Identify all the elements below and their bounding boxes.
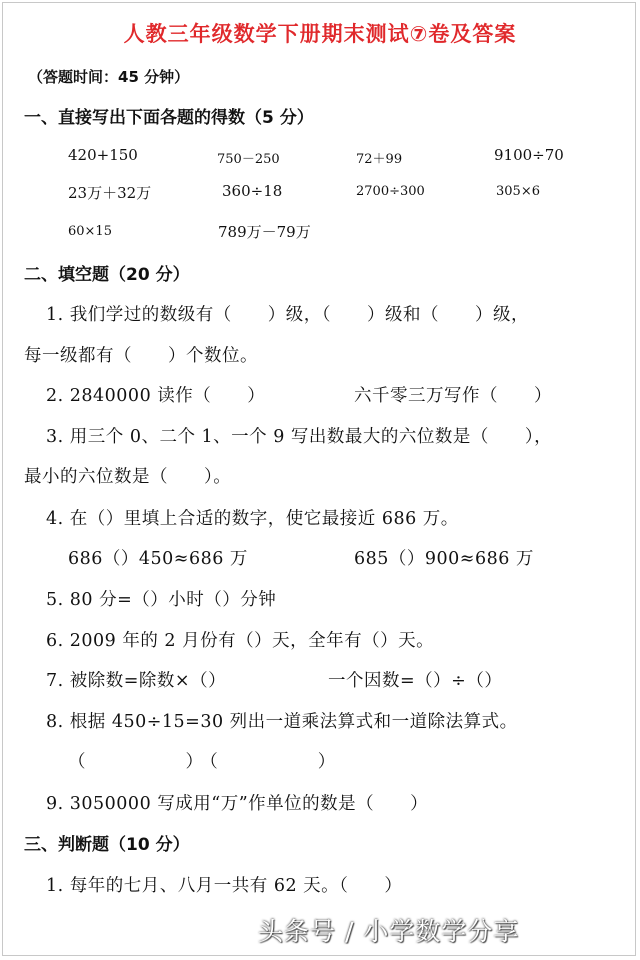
page-title: 人教三年级数学下册期末测试⑦卷及答案: [123, 22, 517, 46]
question-9: 9. 3050000 写成用“万”作单位的数是（ ）: [46, 794, 429, 814]
calc-item: 750－250: [217, 152, 280, 167]
section2-heading: 二、填空题（20 分）: [24, 265, 190, 285]
question-8-blanks: （ ）（ ）: [68, 752, 342, 772]
calc-item: 9100÷70: [494, 146, 564, 164]
calc-item: 305×6: [496, 184, 540, 199]
calc-item: 2700÷300: [356, 184, 425, 199]
question-3-line2: 最小的六位数是（ ）。: [24, 467, 232, 487]
question-1-line2: 每一级都有（ ）个数位。: [24, 346, 258, 366]
time-note: （答题时间：45 分钟）: [28, 68, 190, 86]
question-4-item-b: 685（）900≈686 万: [354, 549, 534, 569]
calc-item: 360÷18: [222, 182, 283, 200]
question-4-item-a: 686（）450≈686 万: [68, 549, 248, 569]
question-7-part2: 一个因数=（）÷（）: [328, 671, 503, 691]
calc-item: 23万＋32万: [68, 184, 152, 202]
calc-item: 60×15: [68, 224, 112, 239]
question-3-line1: 3. 用三个 0、二个 1、一个 9 写出数最大的六位数是（ ），: [46, 427, 553, 447]
question-1-line1: 1. 我们学过的数级有（ ）级，（ ）级和（ ）级，: [46, 305, 530, 325]
question-6: 6. 2009 年的 2 月份有（）天，全年有（）天。: [46, 631, 435, 651]
calc-item: 789万－79万: [218, 223, 311, 241]
watermark: 头条号 / 小学数学分享: [258, 917, 520, 946]
section1-heading: 一、直接写出下面各题的得数（5 分）: [24, 108, 314, 128]
calc-item: 420+150: [68, 146, 138, 164]
question-2-part2: 六千零三万写作（ ）: [354, 386, 552, 406]
judge-question-1: 1. 每年的七月、八月一共有 62 天。（ ）: [46, 876, 403, 896]
question-8: 8. 根据 450÷15=30 列出一道乘法算式和一道除法算式。: [46, 712, 518, 732]
calc-item: 72＋99: [356, 152, 403, 167]
question-2-part1: 2. 2840000 读作（ ）: [46, 386, 266, 406]
question-4: 4. 在（）里填上合适的数字，使它最接近 686 万。: [46, 509, 459, 529]
section3-heading: 三、判断题（10 分）: [24, 835, 190, 855]
question-7-part1: 7. 被除数=除数×（）: [46, 671, 227, 691]
question-5: 5. 80 分=（）小时（）分钟: [46, 590, 277, 610]
